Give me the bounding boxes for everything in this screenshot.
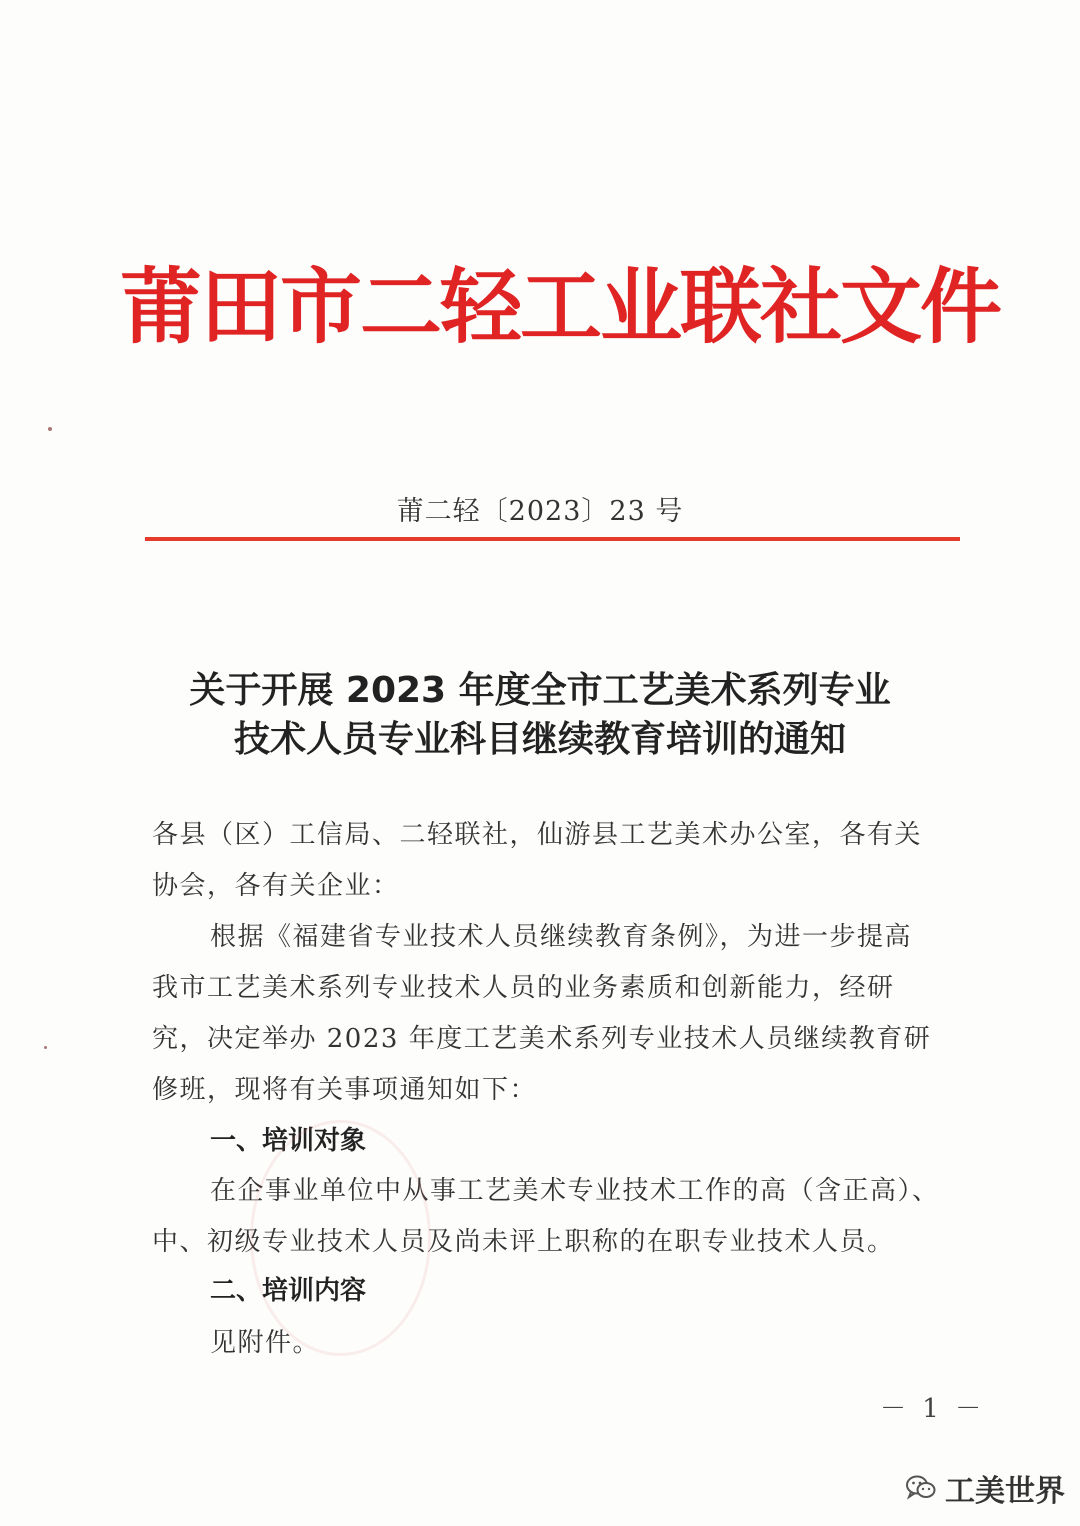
scan-speck: [48, 427, 52, 431]
recipients-line-2: 协会，各有关企业：: [152, 871, 400, 901]
watermark-text: 工美世界: [945, 1474, 1065, 1509]
wechat-icon: [905, 1473, 937, 1503]
notice-title-line-2: 技术人员专业科目继续教育培训的通知: [233, 719, 846, 760]
section-1-line-2: 中、初级专业技术人员及尚未评上职称的在职专业技术人员。: [152, 1227, 895, 1257]
section-2-line-1: 见附件。: [210, 1328, 321, 1358]
page-number: － 1 －: [880, 1394, 986, 1424]
faint-seal-stamp: [250, 1120, 431, 1356]
document-number: 莆二轻〔2023〕23 号: [396, 496, 684, 527]
red-divider-rule: [145, 537, 960, 541]
section-1-line-1: 在企事业单位中从事工艺美术专业技术工作的高（含正高）、: [210, 1176, 940, 1206]
section-2-heading: 二、培训内容: [210, 1276, 367, 1306]
masthead-title: 莆田市二轻工业联社文件: [120, 260, 1001, 355]
notice-title-line-1: 关于开展 2023 年度全市工艺美术系列专业: [189, 670, 891, 711]
recipients-line-1: 各县（区）工信局、二轻联社，仙游县工艺美术办公室，各有关: [152, 820, 923, 850]
scan-speck: [44, 1046, 47, 1049]
paragraph-1-line-3: 究，决定举办 2023 年度工艺美术系列专业技术人员继续教育研: [152, 1024, 932, 1054]
section-1-heading: 一、培训对象: [210, 1126, 367, 1156]
source-watermark: [905, 1466, 1065, 1510]
paragraph-1-line-4: 修班，现将有关事项通知如下：: [152, 1075, 538, 1105]
paragraph-1-line-2: 我市工艺美术系列专业技术人员的业务素质和创新能力，经研: [152, 973, 895, 1003]
paragraph-1-line-1: 根据《福建省专业技术人员继续教育条例》，为进一步提高: [210, 922, 913, 952]
